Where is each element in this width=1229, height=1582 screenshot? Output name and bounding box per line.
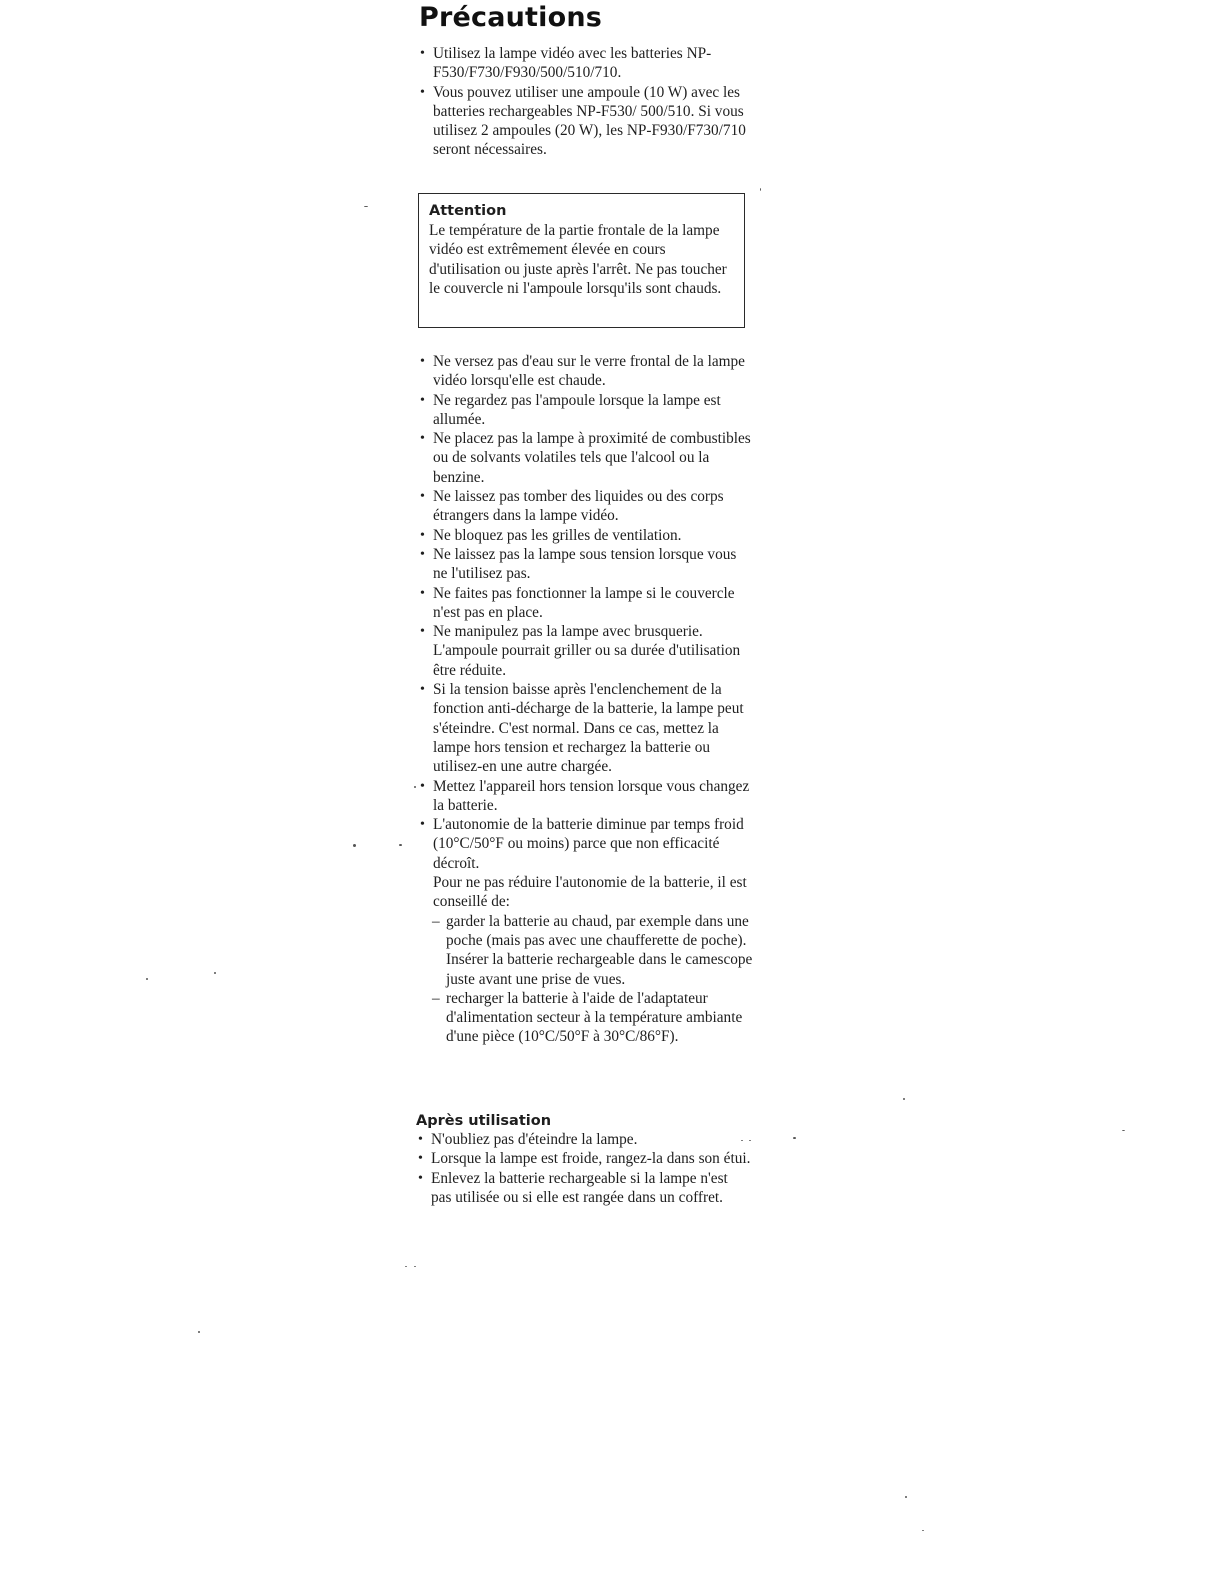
list-item-text: • N'oubliez pas d'éteindre la lampe. xyxy=(431,1131,638,1148)
list-item xyxy=(418,622,753,680)
list-item-text: • Ne versez pas d'eau sur le verre frontal de la lampe vidéo lorsqu'elle est chaude. xyxy=(433,353,745,390)
list-item xyxy=(418,487,753,526)
list-item-text: • Ne manipulez pas la lampe avec brusquerie. L'ampoule pourrait griller ou sa durée d'utilisation être réduite. xyxy=(433,623,741,679)
intro-list xyxy=(418,44,753,160)
list-item-text: • Ne bloquez pas les grilles de ventilation. xyxy=(433,526,682,544)
attention-box xyxy=(418,193,745,328)
after-use-heading: Après utilisation xyxy=(416,1113,552,1129)
list-item-text: • Vous pouvez utiliser une ampoule (10 W) avec les batteries rechargeables NP-F530/ 500/510. Si vous utilisez 2 ampoules (20 W), les NP-F930/F730/710 seront nécessaires. xyxy=(433,83,746,159)
list-item-text: • Enlevez la batterie rechargeable si la lampe n'est pas utilisée ou si elle est rangée dans un coffret. xyxy=(431,1169,728,1206)
list-item xyxy=(418,391,753,430)
list-item-text: • Si la tension baisse après l'enclenchement de la fonction anti-décharge de la batterie, la lampe peut s'éteindre. C'est normal. Dans ce cas, mettez la lampe hors tension et rechargez la batterie ou utilisez-en une autre chargée. xyxy=(433,681,744,776)
intro-column xyxy=(418,2,753,160)
scan-speck xyxy=(198,1331,200,1333)
scan-speck xyxy=(399,844,402,846)
cold-weather-item xyxy=(418,815,753,1047)
after-use-section xyxy=(416,1113,751,1207)
list-item-text: • Ne regardez pas l'ampoule lorsque la lampe est allumée. xyxy=(433,391,721,428)
scan-speck xyxy=(905,1496,907,1498)
precautions-list xyxy=(418,352,753,1047)
dash-item-text: garder la batterie au chaud, par exemple dans une poche (mais pas avec une chaufferette de poche). Insérer la batterie rechargeable dans le camescope juste avant une prise de vues. xyxy=(446,912,753,988)
list-item-text: • Mettez l'appareil hors tension lorsque vous changez la batterie. xyxy=(433,777,750,814)
dash-item xyxy=(433,912,753,989)
precautions-section xyxy=(418,352,753,1047)
attention-title: Attention xyxy=(429,203,507,219)
scan-speck xyxy=(741,1140,743,1141)
scan-speck xyxy=(353,844,356,847)
list-item xyxy=(418,526,753,545)
list-item-text: • Lorsque la lampe est froide, rangez-la dans son étui. xyxy=(431,1150,751,1168)
list-item xyxy=(418,83,753,160)
after-use-list xyxy=(416,1130,751,1207)
cold-weather-text: • L'autonomie de la batterie diminue par temps froid (10°C/50°F ou moins) parce que non efficacité décroît. xyxy=(433,816,744,872)
scan-speck xyxy=(214,972,216,974)
scan-speck xyxy=(749,1140,751,1141)
scan-speck xyxy=(1122,1130,1125,1131)
list-item-text: • Utilisez la lampe vidéo avec les batteries NP-F530/F730/F930/500/510/710. xyxy=(433,45,712,82)
dash-item xyxy=(433,989,753,1047)
page-title: Précautions xyxy=(419,2,603,33)
scan-speck xyxy=(414,786,416,788)
attention-text: Le température de la partie frontale de la lampe vidéo est extrêmement élevée en cours d'utilisation ou juste après l'arrêt. Ne pas toucher le couvercle ni l'ampoule lorsqu'ils sont chauds. xyxy=(429,222,727,297)
scan-speck xyxy=(793,1137,796,1139)
list-item-text: • Ne placez pas la lampe à proximité de combustibles ou de solvants volatiles tels que l'alcool ou la benzine. xyxy=(433,430,751,486)
list-item xyxy=(416,1169,751,1208)
scan-speck xyxy=(405,1266,407,1267)
list-item xyxy=(418,680,753,776)
scan-speck xyxy=(922,1530,924,1531)
dash-item-text: recharger la batterie à l'aide de l'adaptateur d'alimentation secteur à la température ambiante d'une pièce (10°C/50°F à 30°C/86°F). xyxy=(446,989,743,1046)
scan-speck xyxy=(414,1266,416,1267)
cold-weather-advice-intro: Pour ne pas réduire l'autonomie de la batterie, il est conseillé de: xyxy=(433,874,747,911)
list-item xyxy=(418,545,753,584)
scan-speck xyxy=(760,188,761,191)
list-item xyxy=(416,1130,751,1149)
list-item-text: • Ne laissez pas la lampe sous tension lorsque vous ne l'utilisez pas. xyxy=(433,545,737,583)
cold-weather-advice-list xyxy=(433,912,753,1047)
scan-speck xyxy=(364,206,368,207)
list-item-text: • Ne faites pas fonctionner la lampe si le couvercle n'est pas en place. xyxy=(433,584,735,621)
list-item xyxy=(418,584,753,623)
list-item xyxy=(418,777,753,816)
list-item-text: • Ne laissez pas tomber des liquides ou des corps étrangers dans la lampe vidéo. xyxy=(433,488,724,525)
list-item xyxy=(418,44,753,83)
scan-speck xyxy=(903,1098,905,1100)
list-item xyxy=(418,352,753,391)
scan-speck xyxy=(146,978,148,980)
list-item xyxy=(416,1149,751,1168)
list-item xyxy=(418,429,753,487)
